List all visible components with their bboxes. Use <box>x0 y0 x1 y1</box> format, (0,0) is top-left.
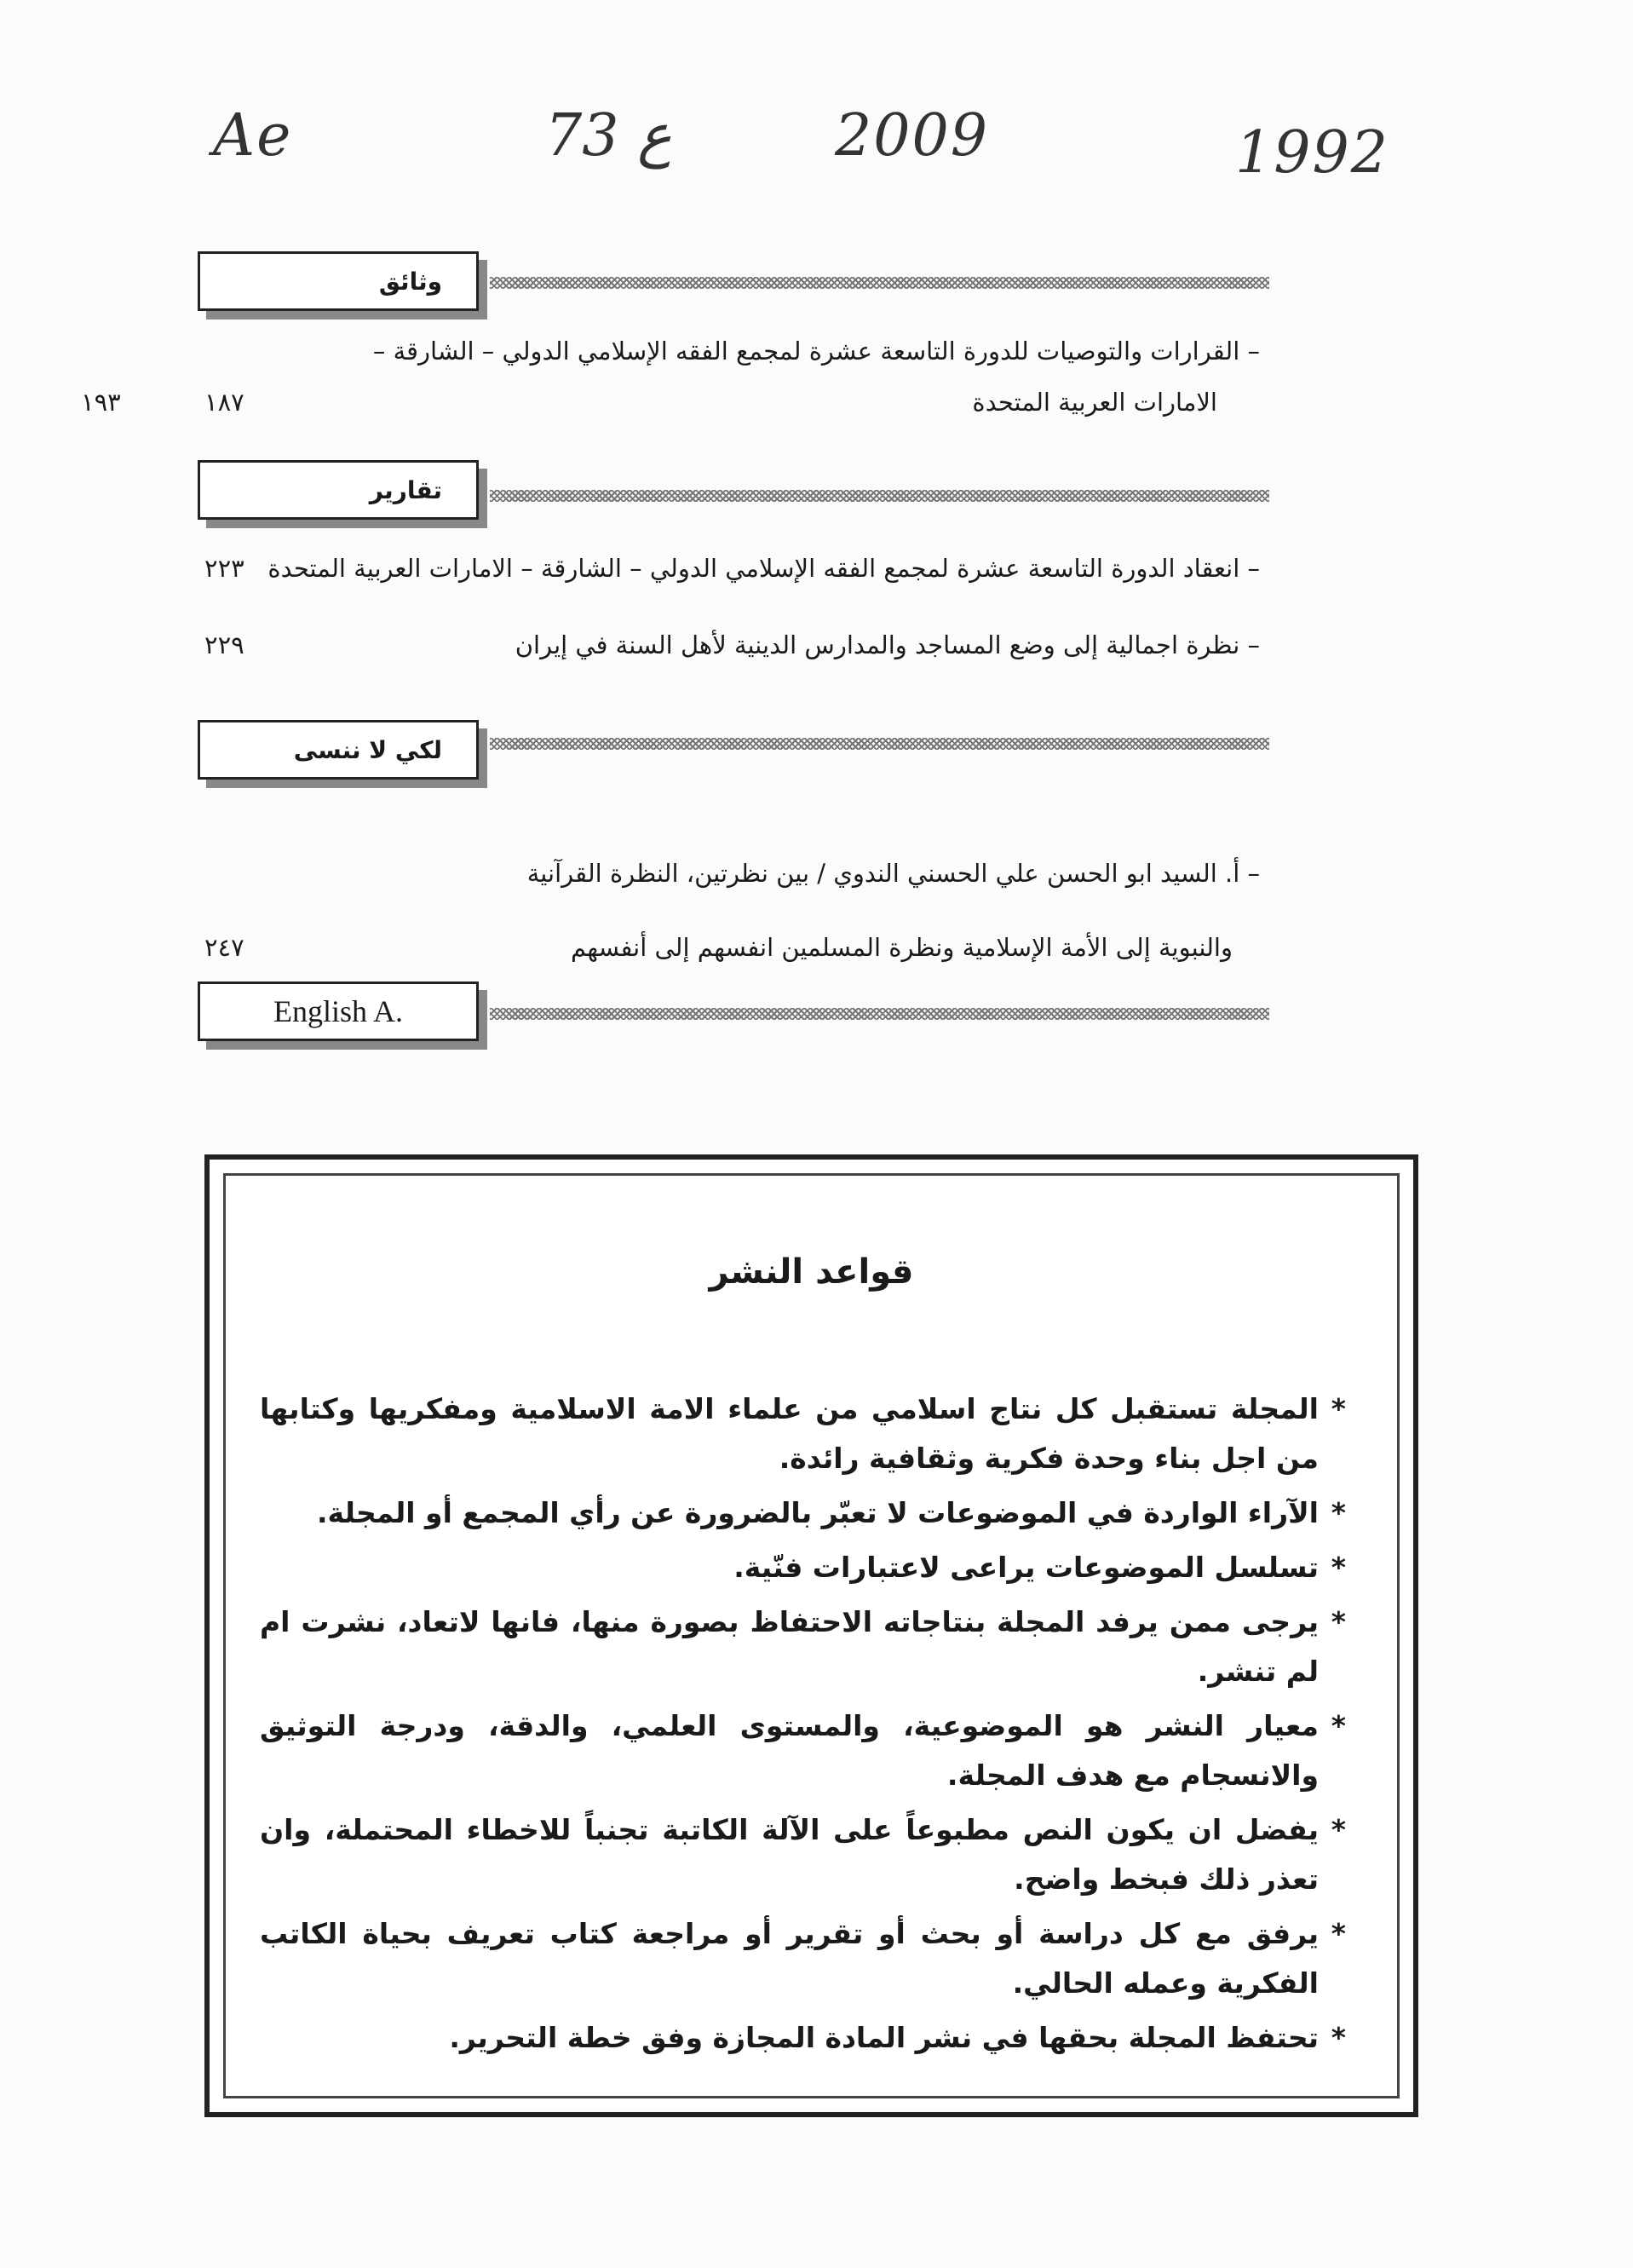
publishing-rules-title: قواعد النشر <box>709 1252 914 1292</box>
section-header-english <box>198 981 479 1041</box>
bullet-star: * <box>1331 1709 1346 1742</box>
section-divider <box>490 277 1269 289</box>
section-divider <box>490 1008 1269 1020</box>
handwritten-code: Ae <box>213 102 293 170</box>
publishing-rules-box <box>204 1154 1418 2117</box>
bullet-star: * <box>1331 1605 1346 1638</box>
section-divider <box>490 738 1269 750</box>
section-title: English A. <box>273 994 403 1028</box>
section-title: وثائق <box>378 267 442 296</box>
rule-item: * المجلة تستقبل كل نتاج اسلامي من علماء الامة الاسلامية ومفكريها وكتابها من اجل بناء وحدة فكرية وثقافية رائدة. <box>260 1384 1346 1483</box>
toc-report-1: – انعقاد الدورة التاسعة عشرة لمجمع الفقه الإسلامي الدولي – الشارقة – الامارات العربية المتحدة <box>267 554 1260 583</box>
toc-documents-line2: الامارات العربية المتحدة <box>972 388 1217 417</box>
section-header-documents <box>198 251 479 311</box>
handwritten-volume: 73 ع <box>545 102 672 170</box>
rule-item: * يرجى ممن يرفد المجلة بنتاجاته الاحتفاظ بصورة منها، فانها لاتعاد، نشرت ام لم تنشر. <box>260 1597 1346 1696</box>
toc-report-2-page: ٢٢٩ <box>204 630 244 659</box>
section-divider <box>490 490 1269 502</box>
publishing-rules-list <box>260 1384 1346 2068</box>
section-header-reports <box>198 460 479 520</box>
rule-item: * يرفق مع كل دراسة أو بحث أو تقرير أو مراجعة كتاب تعريف بحياة الكاتب الفكرية وعمله الحالي. <box>260 1909 1346 2008</box>
toc-documents-line1: – القرارات والتوصيات للدورة التاسعة عشرة لمجمع الفقه الإسلامي الدولي – الشارقة – <box>372 337 1260 366</box>
bullet-star: * <box>1331 2021 1346 2054</box>
rule-item: * معيار النشر هو الموضوعية، والمستوى العلمي، والدقة، ودرجة التوثيق والانسجام مع هدف المجلة. <box>260 1701 1346 1800</box>
toc-remember-line1: – أ. السيد ابو الحسن علي الحسني الندوي / بين نظرتين، النظرة القرآنية <box>526 859 1260 888</box>
publishing-rules-inner-frame <box>223 1173 1400 2098</box>
bullet-star: * <box>1331 1551 1346 1584</box>
rule-item: * الآراء الواردة في الموضوعات لا تعبّر بالضرورة عن رأي المجمع أو المجلة. <box>260 1488 1346 1538</box>
rule-item: * تحتفظ المجلة بحقها في نشر المادة المجازة وفق خطة التحرير. <box>260 2013 1346 2063</box>
handwritten-number: 1992 <box>1235 119 1390 187</box>
toc-report-1-page: ٢٢٣ <box>204 554 244 583</box>
bullet-star: * <box>1331 1496 1346 1529</box>
toc-documents-page: ١٨٧ <box>204 388 244 417</box>
bullet-star: * <box>1331 1813 1346 1846</box>
toc-remember-page: ٢٤٧ <box>204 933 244 962</box>
section-title: تقارير <box>369 475 442 504</box>
rule-item: * يفضل ان يكون النص مطبوعاً على الآلة الكاتبة تجنباً للاخطاء المحتملة، وان تعذر ذلك فبخط واضح. <box>260 1805 1346 1904</box>
toc-report-2: – نظرة اجمالية إلى وضع المساجد والمدارس الدينية لأهل السنة في إيران <box>515 630 1260 659</box>
handwritten-year: 2009 <box>835 102 990 170</box>
bullet-star: * <box>1331 1917 1346 1950</box>
section-title: لكي لا ننسى <box>293 735 442 764</box>
toc-documents-page-end: ١٩٣ <box>81 388 121 417</box>
bullet-star: * <box>1331 1392 1346 1425</box>
section-header-remember <box>198 720 479 780</box>
rule-item: * تسلسل الموضوعات يراعى لاعتبارات فنّية. <box>260 1543 1346 1592</box>
toc-remember-line2: والنبوية إلى الأمة الإسلامية ونظرة المسلمين انفسهم إلى أنفسهم <box>570 933 1233 962</box>
